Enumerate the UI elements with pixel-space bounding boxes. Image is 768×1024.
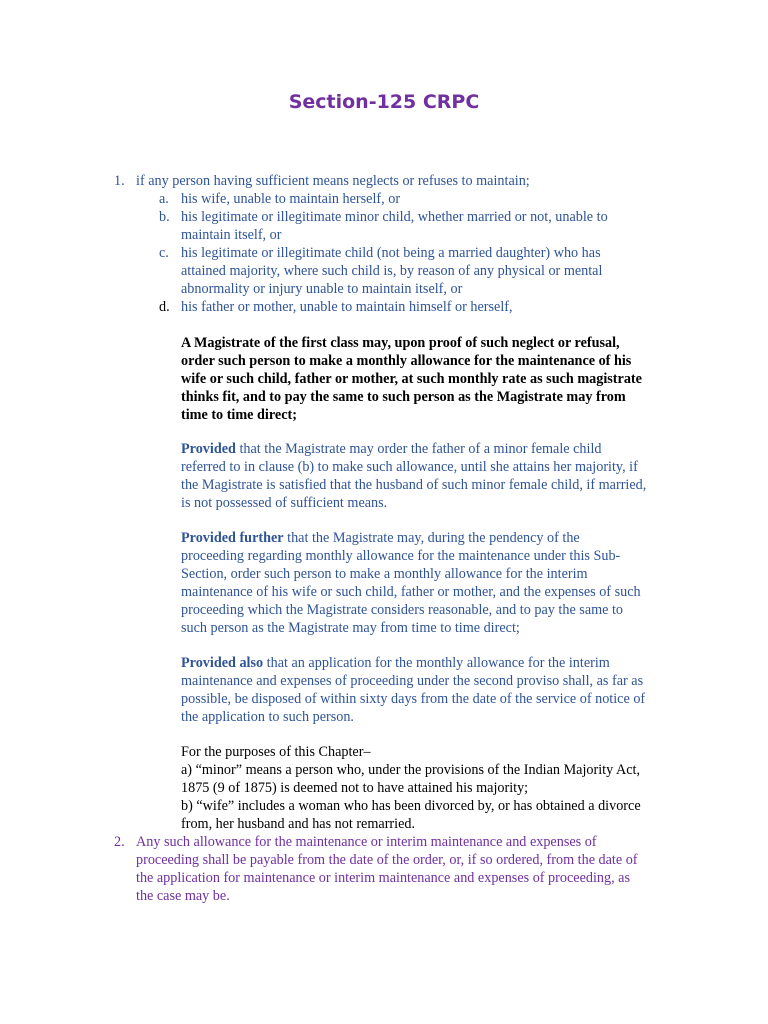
text-line: that the Magistrate may order the father of a minor female child (235, 441, 602, 457)
text-line: b) “wife” includes a woman who has been divorced by, or has obtained a divorce (181, 797, 641, 814)
text-line: the case may be. (136, 887, 230, 904)
proviso-also-paragraph (181, 655, 645, 727)
text-line: proceeding regarding monthly allowance for the maintenance under this Sub- (181, 547, 621, 564)
text-line: 1875 (9 of 1875) is deemed not to have attained his majority; (181, 779, 529, 796)
proviso-label: Provided also (181, 655, 264, 671)
proviso-paragraph (181, 441, 646, 513)
text-line: For the purposes of this Chapter– (181, 744, 371, 760)
definitions-paragraph (181, 744, 641, 834)
text-line: maintenance and expenses of proceeding under the second proviso shall, as far as (181, 672, 644, 689)
text-line: proceeding shall be payable from the date of the order, or, if so ordered, from the date of (136, 851, 638, 868)
text-line: is not possessed of sufficient means. (181, 494, 388, 511)
list-number: 2. (114, 834, 125, 850)
proviso-label: Provided (181, 441, 236, 457)
list-number: 1. (114, 173, 125, 189)
text-line: such person as the Magistrate may from time to time direct; (181, 619, 520, 636)
magistrate-paragraph (181, 335, 642, 425)
text-line: abnormality or injury unable to maintain itself, or (181, 280, 463, 297)
text-line: a) “minor” means a person who, under the provisions of the Indian Majority Act, (181, 761, 641, 778)
proviso-label: Provided further (181, 530, 284, 546)
sub-letter: b. (159, 209, 170, 225)
text-line: the Magistrate is satisfied that the husband of such minor female child, if married, (181, 476, 647, 493)
sub-item-text (181, 191, 400, 209)
text-line: A Magistrate of the first class may, upon proof of such neglect or refusal, (181, 335, 620, 351)
sub-letter: c. (159, 245, 169, 261)
text-line: attained majority, where such child is, by reason of any physical or mental (181, 262, 603, 279)
text-line: his father or mother, unable to maintain himself or herself, (181, 299, 513, 315)
text-line: his wife, unable to maintain herself, or (181, 191, 401, 207)
text-line: Section, order such person to make a monthly allowance for the interim (181, 565, 588, 582)
sub-item-text (181, 299, 513, 317)
text-line: referred to in clause (b) to make such allowance, until she attains her majority, if (181, 458, 638, 475)
text-line: the application to such person. (181, 708, 354, 725)
list-item-text (136, 834, 638, 906)
text-line: that an application for the monthly allowance for the interim (263, 655, 610, 671)
text-line: his legitimate or illegitimate child (not being a married daughter) who has (181, 245, 601, 261)
text-line: order such person to make a monthly allowance for the maintenance of his (181, 352, 632, 369)
document-title: Section-125 CRPC (288, 91, 480, 113)
list-item-text: if any person having sufficient means neglects or refuses to maintain; (136, 173, 530, 189)
sub-item-text (181, 209, 608, 245)
text-line: thinks fit, and to pay the same to such person as the Magistrate may from (181, 388, 626, 405)
text-line: that the Magistrate may, during the pendency of the (283, 530, 580, 546)
text-line: his legitimate or illegitimate minor child, whether married or not, unable to (181, 209, 608, 225)
text-line: possible, be disposed of within sixty days from the date of the service of notice of (181, 690, 646, 707)
sub-letter: d. (159, 299, 170, 315)
text-line: time to time direct; (181, 406, 297, 423)
proviso-further-paragraph (181, 530, 641, 637)
text-line: maintain itself, or (181, 226, 282, 243)
text-line: the application for maintenance or interim maintenance and expenses of proceeding, as (136, 869, 630, 886)
text-line: proceeding which the Magistrate considers reasonable, and to pay the same to (181, 601, 624, 618)
sub-letter: a. (159, 191, 169, 207)
sub-item-text (181, 245, 602, 299)
text-line: Any such allowance for the maintenance or interim maintenance and expenses of (136, 834, 597, 850)
text-line: wife or such child, father or mother, at such monthly rate as such magistrate (181, 370, 642, 387)
text-line: from, her husband and has not remarried. (181, 815, 416, 832)
text-line: maintenance of his wife or such child, father or mother, and the expenses of such (181, 583, 641, 600)
